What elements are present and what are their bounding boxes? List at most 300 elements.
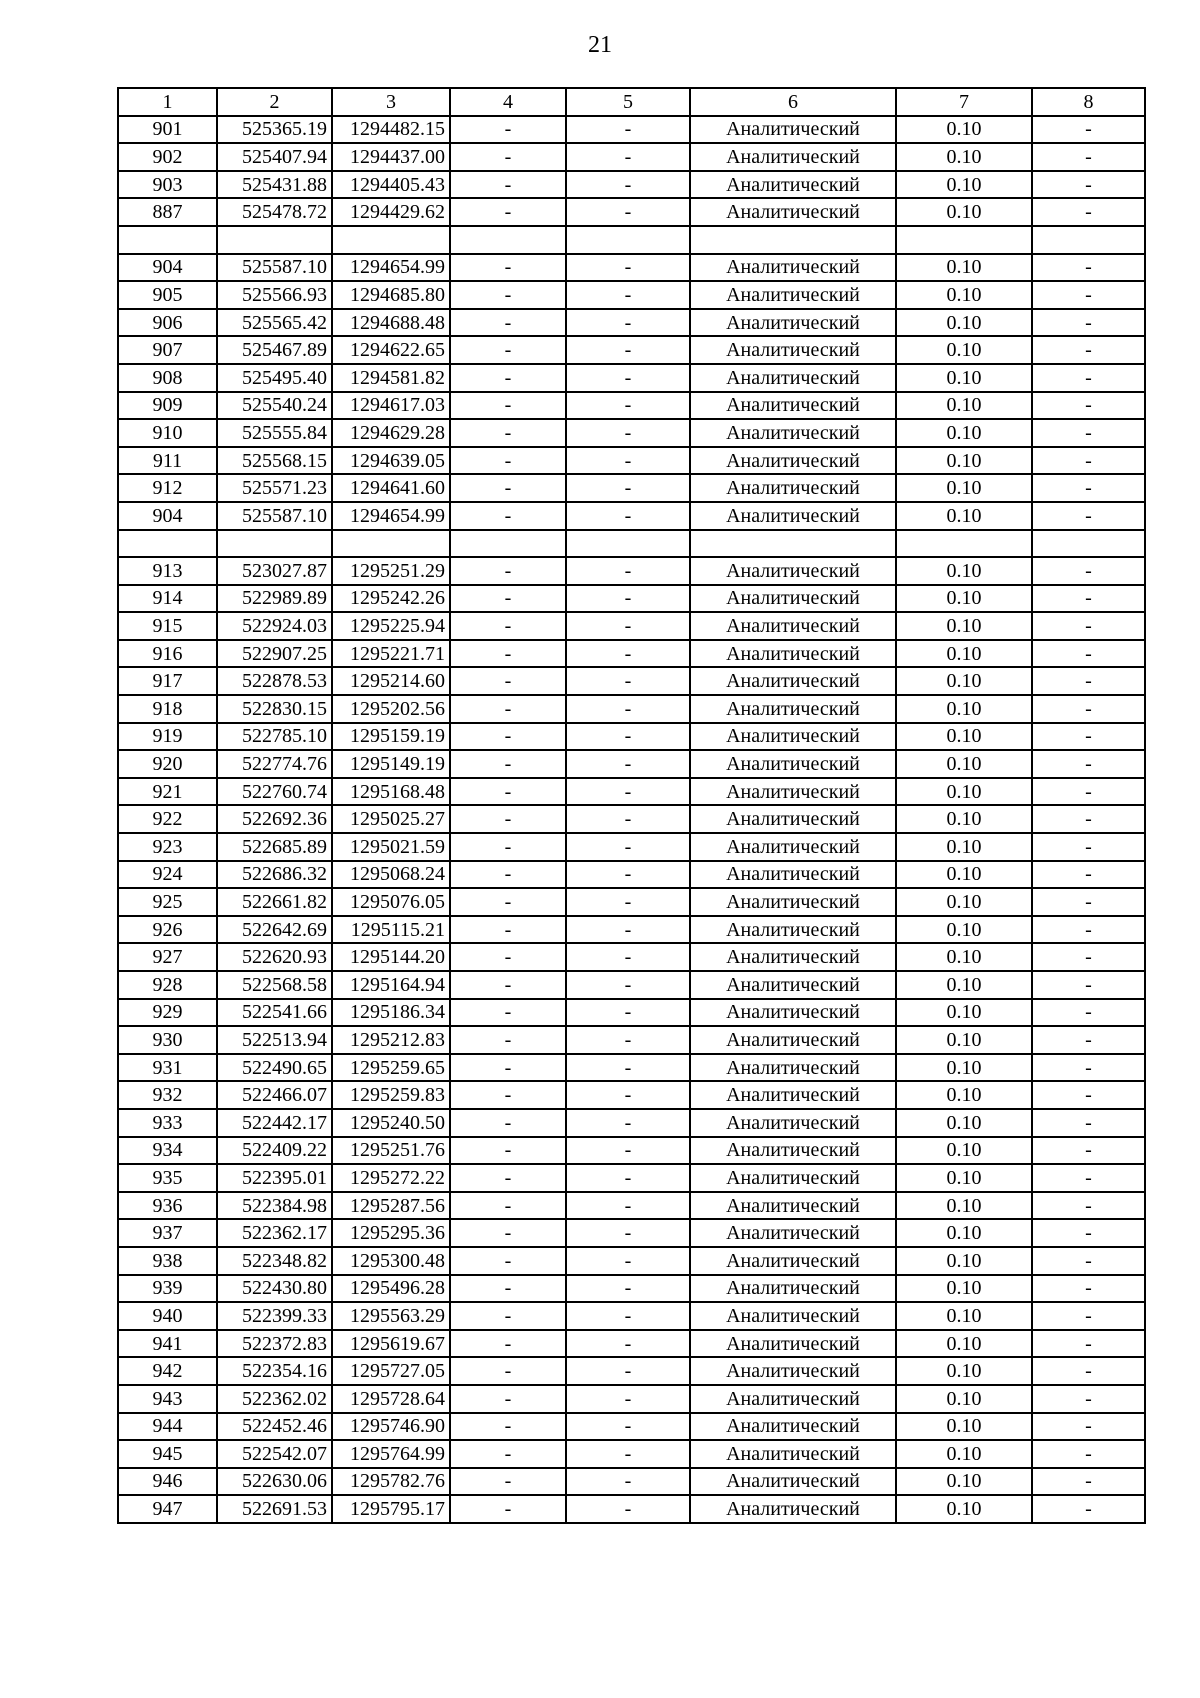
table-row <box>118 805 1145 833</box>
method-cell: Аналитический <box>690 198 896 226</box>
x-coordinate-cell: 525568.15 <box>217 447 332 475</box>
col4-cell: - <box>450 171 566 199</box>
col4-cell: - <box>450 198 566 226</box>
col8-cell: - <box>1032 805 1145 833</box>
table-row <box>118 695 1145 723</box>
coordinates-table <box>117 87 1146 1524</box>
point-number-cell: 925 <box>118 888 217 916</box>
col4-cell: - <box>450 778 566 806</box>
col5-cell: - <box>566 336 690 364</box>
point-number-cell: 901 <box>118 116 217 144</box>
method-cell: Аналитический <box>690 474 896 502</box>
method-cell: Аналитический <box>690 805 896 833</box>
col4-cell: - <box>450 916 566 944</box>
col5-cell: - <box>566 1302 690 1330</box>
y-coordinate-cell: 1295727.05 <box>332 1357 450 1385</box>
col8-cell: - <box>1032 447 1145 475</box>
x-coordinate-cell: 523027.87 <box>217 557 332 585</box>
col5-cell: - <box>566 1275 690 1303</box>
point-number-cell: 887 <box>118 198 217 226</box>
accuracy-cell: 0.10 <box>896 612 1032 640</box>
method-cell: Аналитический <box>690 143 896 171</box>
method-cell: Аналитический <box>690 1385 896 1413</box>
accuracy-cell: 0.10 <box>896 971 1032 999</box>
col4-cell <box>450 226 566 254</box>
point-number-cell: 924 <box>118 861 217 889</box>
table-body <box>118 116 1145 1523</box>
accuracy-cell <box>896 226 1032 254</box>
accuracy-cell: 0.10 <box>896 1495 1032 1523</box>
col5-cell: - <box>566 1330 690 1358</box>
point-number-cell: 928 <box>118 971 217 999</box>
table-row <box>118 1137 1145 1165</box>
table-row <box>118 750 1145 778</box>
col5-cell: - <box>566 254 690 282</box>
accuracy-cell: 0.10 <box>896 1247 1032 1275</box>
col4-cell: - <box>450 723 566 751</box>
method-cell: Аналитический <box>690 1468 896 1496</box>
accuracy-cell: 0.10 <box>896 833 1032 861</box>
method-cell: Аналитический <box>690 833 896 861</box>
y-coordinate-cell: 1295496.28 <box>332 1275 450 1303</box>
x-coordinate-cell: 522409.22 <box>217 1137 332 1165</box>
x-coordinate-cell: 522685.89 <box>217 833 332 861</box>
y-coordinate-cell: 1295251.29 <box>332 557 450 585</box>
y-coordinate-cell: 1295221.71 <box>332 640 450 668</box>
table-header <box>118 88 1145 116</box>
col4-cell: - <box>450 943 566 971</box>
column-header: 3 <box>332 88 450 116</box>
col8-cell: - <box>1032 1247 1145 1275</box>
y-coordinate-cell: 1295214.60 <box>332 667 450 695</box>
method-cell: Аналитический <box>690 861 896 889</box>
accuracy-cell: 0.10 <box>896 1164 1032 1192</box>
col4-cell: - <box>450 1247 566 1275</box>
point-number-cell: 929 <box>118 999 217 1027</box>
method-cell: Аналитический <box>690 1357 896 1385</box>
accuracy-cell: 0.10 <box>896 1275 1032 1303</box>
method-cell: Аналитический <box>690 1302 896 1330</box>
col8-cell: - <box>1032 833 1145 861</box>
y-coordinate-cell: 1295115.21 <box>332 916 450 944</box>
point-number-cell: 926 <box>118 916 217 944</box>
y-coordinate-cell: 1295186.34 <box>332 999 450 1027</box>
table-row <box>118 1440 1145 1468</box>
table-row <box>118 1413 1145 1441</box>
point-number-cell: 946 <box>118 1468 217 1496</box>
accuracy-cell: 0.10 <box>896 1192 1032 1220</box>
col8-cell: - <box>1032 281 1145 309</box>
col8-cell: - <box>1032 1275 1145 1303</box>
y-coordinate-cell: 1294617.03 <box>332 392 450 420</box>
table-row <box>118 336 1145 364</box>
col4-cell: - <box>450 1192 566 1220</box>
point-number-cell: 943 <box>118 1385 217 1413</box>
method-cell: Аналитический <box>690 585 896 613</box>
y-coordinate-cell: 1294654.99 <box>332 502 450 530</box>
table-row <box>118 502 1145 530</box>
col4-cell: - <box>450 1026 566 1054</box>
accuracy-cell: 0.10 <box>896 392 1032 420</box>
col8-cell: - <box>1032 1330 1145 1358</box>
table-row <box>118 309 1145 337</box>
col8-cell: - <box>1032 667 1145 695</box>
point-number-cell <box>118 226 217 254</box>
col4-cell: - <box>450 1302 566 1330</box>
y-coordinate-cell: 1294405.43 <box>332 171 450 199</box>
x-coordinate-cell: 522513.94 <box>217 1026 332 1054</box>
x-coordinate-cell: 525495.40 <box>217 364 332 392</box>
point-number-cell: 914 <box>118 585 217 613</box>
y-coordinate-cell: 1295287.56 <box>332 1192 450 1220</box>
method-cell: Аналитический <box>690 723 896 751</box>
table-row <box>118 1081 1145 1109</box>
col5-cell: - <box>566 861 690 889</box>
point-number-cell: 941 <box>118 1330 217 1358</box>
x-coordinate-cell: 522430.80 <box>217 1275 332 1303</box>
col8-cell: - <box>1032 419 1145 447</box>
col8-cell: - <box>1032 1054 1145 1082</box>
accuracy-cell: 0.10 <box>896 1385 1032 1413</box>
x-coordinate-cell: 525587.10 <box>217 502 332 530</box>
y-coordinate-cell: 1295295.36 <box>332 1219 450 1247</box>
col5-cell: - <box>566 1219 690 1247</box>
col5-cell: - <box>566 1413 690 1441</box>
y-coordinate-cell <box>332 530 450 558</box>
accuracy-cell: 0.10 <box>896 778 1032 806</box>
method-cell: Аналитический <box>690 392 896 420</box>
x-coordinate-cell: 522830.15 <box>217 695 332 723</box>
method-cell: Аналитический <box>690 916 896 944</box>
x-coordinate-cell: 522354.16 <box>217 1357 332 1385</box>
accuracy-cell: 0.10 <box>896 143 1032 171</box>
col5-cell: - <box>566 999 690 1027</box>
col4-cell: - <box>450 1275 566 1303</box>
accuracy-cell: 0.10 <box>896 254 1032 282</box>
x-coordinate-cell: 522399.33 <box>217 1302 332 1330</box>
table-row <box>118 1330 1145 1358</box>
accuracy-cell: 0.10 <box>896 723 1032 751</box>
method-cell: Аналитический <box>690 695 896 723</box>
col8-cell: - <box>1032 502 1145 530</box>
col4-cell: - <box>450 1385 566 1413</box>
table-row <box>118 1192 1145 1220</box>
col5-cell: - <box>566 1192 690 1220</box>
x-coordinate-cell: 522642.69 <box>217 916 332 944</box>
table-row <box>118 1247 1145 1275</box>
method-cell: Аналитический <box>690 281 896 309</box>
method-cell: Аналитический <box>690 778 896 806</box>
y-coordinate-cell: 1295149.19 <box>332 750 450 778</box>
method-cell: Аналитический <box>690 1330 896 1358</box>
point-number-cell: 938 <box>118 1247 217 1275</box>
y-coordinate-cell: 1295259.83 <box>332 1081 450 1109</box>
col5-cell: - <box>566 778 690 806</box>
col5-cell: - <box>566 1081 690 1109</box>
table-row <box>118 171 1145 199</box>
col4-cell: - <box>450 447 566 475</box>
table-row <box>118 1219 1145 1247</box>
accuracy-cell: 0.10 <box>896 447 1032 475</box>
col5-cell: - <box>566 502 690 530</box>
x-coordinate-cell: 525365.19 <box>217 116 332 144</box>
column-header: 4 <box>450 88 566 116</box>
accuracy-cell: 0.10 <box>896 1302 1032 1330</box>
col8-cell: - <box>1032 1164 1145 1192</box>
x-coordinate-cell: 522452.46 <box>217 1413 332 1441</box>
col5-cell: - <box>566 116 690 144</box>
table-row <box>118 1302 1145 1330</box>
col4-cell: - <box>450 971 566 999</box>
col8-cell: - <box>1032 943 1145 971</box>
accuracy-cell: 0.10 <box>896 364 1032 392</box>
table-row <box>118 943 1145 971</box>
col8-cell: - <box>1032 723 1145 751</box>
table-row <box>118 474 1145 502</box>
point-number-cell: 906 <box>118 309 217 337</box>
col5-cell: - <box>566 805 690 833</box>
col4-cell: - <box>450 392 566 420</box>
col5-cell: - <box>566 419 690 447</box>
point-number-cell: 919 <box>118 723 217 751</box>
column-header: 8 <box>1032 88 1145 116</box>
accuracy-cell: 0.10 <box>896 557 1032 585</box>
x-coordinate-cell: 522384.98 <box>217 1192 332 1220</box>
col8-cell: - <box>1032 198 1145 226</box>
y-coordinate-cell: 1295764.99 <box>332 1440 450 1468</box>
point-number-cell: 937 <box>118 1219 217 1247</box>
col4-cell: - <box>450 143 566 171</box>
accuracy-cell: 0.10 <box>896 1330 1032 1358</box>
point-number-cell: 934 <box>118 1137 217 1165</box>
col4-cell: - <box>450 861 566 889</box>
y-coordinate-cell: 1295242.26 <box>332 585 450 613</box>
accuracy-cell: 0.10 <box>896 916 1032 944</box>
table-row <box>118 1357 1145 1385</box>
table-row <box>118 1275 1145 1303</box>
col4-cell: - <box>450 640 566 668</box>
col4-cell: - <box>450 888 566 916</box>
y-coordinate-cell: 1294482.15 <box>332 116 450 144</box>
col4-cell: - <box>450 116 566 144</box>
col5-cell: - <box>566 171 690 199</box>
accuracy-cell: 0.10 <box>896 336 1032 364</box>
col5-cell: - <box>566 667 690 695</box>
method-cell: Аналитический <box>690 1495 896 1523</box>
col5-cell: - <box>566 1357 690 1385</box>
point-number-cell: 931 <box>118 1054 217 1082</box>
column-header: 1 <box>118 88 217 116</box>
accuracy-cell: 0.10 <box>896 502 1032 530</box>
y-coordinate-cell: 1295076.05 <box>332 888 450 916</box>
method-cell: Аналитический <box>690 336 896 364</box>
point-number-cell: 911 <box>118 447 217 475</box>
x-coordinate-cell: 522691.53 <box>217 1495 332 1523</box>
accuracy-cell: 0.10 <box>896 1357 1032 1385</box>
point-number-cell: 909 <box>118 392 217 420</box>
col8-cell: - <box>1032 474 1145 502</box>
table-row <box>118 612 1145 640</box>
col8-cell: - <box>1032 750 1145 778</box>
y-coordinate-cell: 1295619.67 <box>332 1330 450 1358</box>
col5-cell: - <box>566 447 690 475</box>
col5-cell: - <box>566 557 690 585</box>
x-coordinate-cell: 522568.58 <box>217 971 332 999</box>
x-coordinate-cell: 522490.65 <box>217 1054 332 1082</box>
accuracy-cell <box>896 530 1032 558</box>
y-coordinate-cell: 1295212.83 <box>332 1026 450 1054</box>
col8-cell: - <box>1032 1413 1145 1441</box>
y-coordinate-cell: 1295225.94 <box>332 612 450 640</box>
method-cell: Аналитический <box>690 1026 896 1054</box>
point-number-cell: 916 <box>118 640 217 668</box>
table-row <box>118 999 1145 1027</box>
point-number-cell: 910 <box>118 419 217 447</box>
col5-cell: - <box>566 1164 690 1192</box>
y-coordinate-cell: 1295795.17 <box>332 1495 450 1523</box>
method-cell: Аналитический <box>690 419 896 447</box>
col8-cell: - <box>1032 585 1145 613</box>
method-cell: Аналитический <box>690 502 896 530</box>
col8-cell: - <box>1032 364 1145 392</box>
method-cell: Аналитический <box>690 1109 896 1137</box>
accuracy-cell: 0.10 <box>896 1440 1032 1468</box>
col4-cell: - <box>450 612 566 640</box>
col4-cell: - <box>450 502 566 530</box>
table-row <box>118 888 1145 916</box>
table-row <box>118 281 1145 309</box>
col8-cell: - <box>1032 254 1145 282</box>
method-cell: Аналитический <box>690 667 896 695</box>
table-row <box>118 1109 1145 1137</box>
y-coordinate-cell: 1295251.76 <box>332 1137 450 1165</box>
accuracy-cell: 0.10 <box>896 1081 1032 1109</box>
x-coordinate-cell: 522442.17 <box>217 1109 332 1137</box>
table-row <box>118 1026 1145 1054</box>
y-coordinate-cell: 1294622.65 <box>332 336 450 364</box>
table-row <box>118 640 1145 668</box>
accuracy-cell: 0.10 <box>896 281 1032 309</box>
x-coordinate-cell: 525555.84 <box>217 419 332 447</box>
table-row <box>118 392 1145 420</box>
y-coordinate-cell: 1294641.60 <box>332 474 450 502</box>
accuracy-cell: 0.10 <box>896 750 1032 778</box>
table-row <box>118 1164 1145 1192</box>
point-number-cell: 913 <box>118 557 217 585</box>
col5-cell: - <box>566 143 690 171</box>
accuracy-cell: 0.10 <box>896 419 1032 447</box>
point-number-cell: 917 <box>118 667 217 695</box>
x-coordinate-cell: 522466.07 <box>217 1081 332 1109</box>
point-number-cell: 921 <box>118 778 217 806</box>
col4-cell: - <box>450 695 566 723</box>
table-row <box>118 723 1145 751</box>
col5-cell: - <box>566 198 690 226</box>
col4-cell: - <box>450 1330 566 1358</box>
point-number-cell: 918 <box>118 695 217 723</box>
point-number-cell: 935 <box>118 1164 217 1192</box>
col8-cell <box>1032 530 1145 558</box>
col8-cell: - <box>1032 1137 1145 1165</box>
point-number-cell: 939 <box>118 1275 217 1303</box>
point-number-cell: 927 <box>118 943 217 971</box>
x-coordinate-cell: 522372.83 <box>217 1330 332 1358</box>
accuracy-cell: 0.10 <box>896 1137 1032 1165</box>
y-coordinate-cell: 1294429.62 <box>332 198 450 226</box>
y-coordinate-cell: 1294581.82 <box>332 364 450 392</box>
method-cell: Аналитический <box>690 1275 896 1303</box>
x-coordinate-cell: 522989.89 <box>217 585 332 613</box>
x-coordinate-cell: 525478.72 <box>217 198 332 226</box>
col4-cell: - <box>450 1054 566 1082</box>
col4-cell: - <box>450 1357 566 1385</box>
method-cell <box>690 226 896 254</box>
col8-cell: - <box>1032 1026 1145 1054</box>
accuracy-cell: 0.10 <box>896 1054 1032 1082</box>
table-row <box>118 778 1145 806</box>
x-coordinate-cell: 522541.66 <box>217 999 332 1027</box>
point-number-cell: 933 <box>118 1109 217 1137</box>
col8-cell: - <box>1032 143 1145 171</box>
x-coordinate-cell: 522348.82 <box>217 1247 332 1275</box>
col4-cell: - <box>450 585 566 613</box>
method-cell: Аналитический <box>690 1081 896 1109</box>
accuracy-cell: 0.10 <box>896 640 1032 668</box>
col4-cell: - <box>450 750 566 778</box>
col5-cell <box>566 530 690 558</box>
col8-cell: - <box>1032 861 1145 889</box>
table-row <box>118 557 1145 585</box>
x-coordinate-cell: 525467.89 <box>217 336 332 364</box>
point-number-cell <box>118 530 217 558</box>
y-coordinate-cell: 1295025.27 <box>332 805 450 833</box>
accuracy-cell: 0.10 <box>896 309 1032 337</box>
col8-cell: - <box>1032 1219 1145 1247</box>
accuracy-cell: 0.10 <box>896 116 1032 144</box>
x-coordinate-cell: 522362.17 <box>217 1219 332 1247</box>
col4-cell: - <box>450 833 566 861</box>
col5-cell: - <box>566 833 690 861</box>
table-row <box>118 254 1145 282</box>
table-row <box>118 143 1145 171</box>
col4-cell: - <box>450 254 566 282</box>
method-cell: Аналитический <box>690 1440 896 1468</box>
point-number-cell: 940 <box>118 1302 217 1330</box>
point-number-cell: 944 <box>118 1413 217 1441</box>
point-number-cell: 936 <box>118 1192 217 1220</box>
y-coordinate-cell: 1295240.50 <box>332 1109 450 1137</box>
table-row <box>118 530 1145 558</box>
y-coordinate-cell: 1295272.22 <box>332 1164 450 1192</box>
x-coordinate-cell <box>217 226 332 254</box>
col5-cell: - <box>566 695 690 723</box>
col8-cell: - <box>1032 640 1145 668</box>
point-number-cell: 904 <box>118 502 217 530</box>
accuracy-cell: 0.10 <box>896 1109 1032 1137</box>
col4-cell: - <box>450 1109 566 1137</box>
table-row <box>118 1495 1145 1523</box>
x-coordinate-cell: 525571.23 <box>217 474 332 502</box>
x-coordinate-cell: 522878.53 <box>217 667 332 695</box>
y-coordinate-cell: 1295728.64 <box>332 1385 450 1413</box>
col4-cell: - <box>450 336 566 364</box>
method-cell: Аналитический <box>690 888 896 916</box>
column-header: 5 <box>566 88 690 116</box>
y-coordinate-cell: 1294688.48 <box>332 309 450 337</box>
accuracy-cell: 0.10 <box>896 1219 1032 1247</box>
table-row <box>118 1385 1145 1413</box>
y-coordinate-cell: 1295021.59 <box>332 833 450 861</box>
